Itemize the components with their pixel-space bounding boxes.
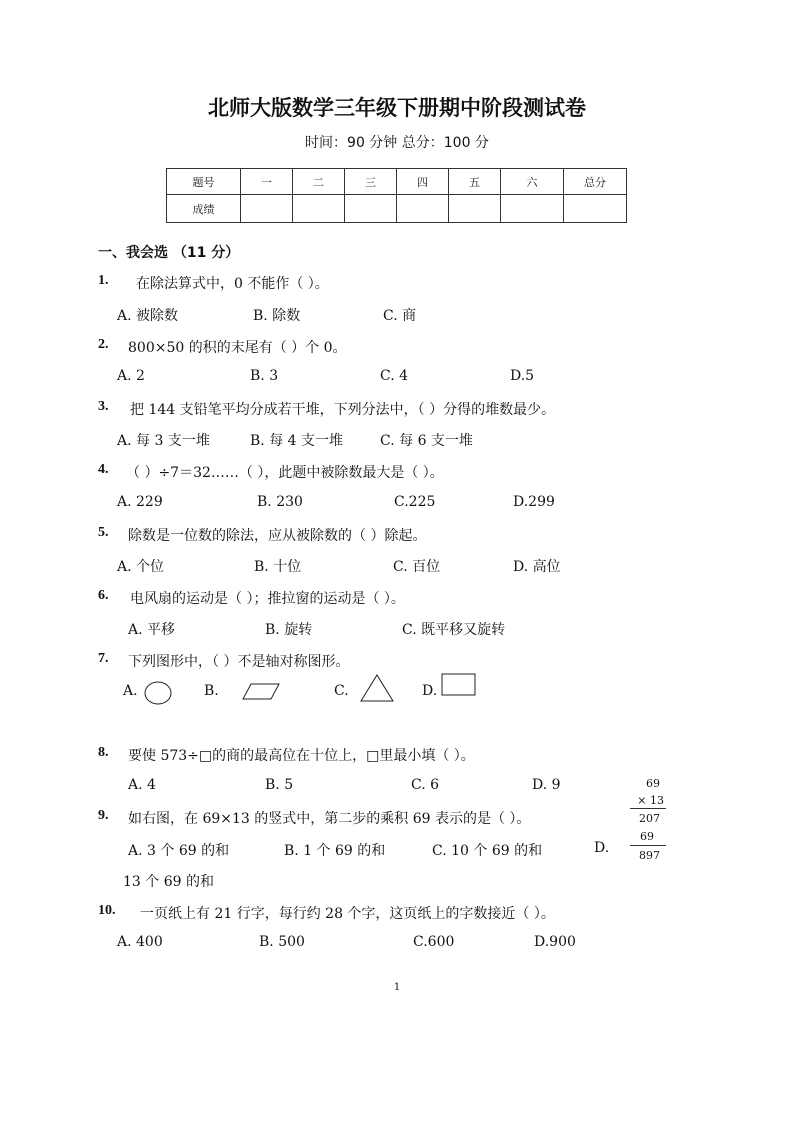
- question-text: 除数是一位数的除法，应从被除数的（ ）除起。: [128, 528, 427, 544]
- rectangle-shape: [441, 673, 477, 697]
- option-a: A. 个位: [117, 559, 165, 575]
- calc-multiplicand: 69: [646, 777, 660, 790]
- calc-multiplier: × 13: [637, 794, 664, 807]
- option-a: A. 每 3 支一堆: [117, 433, 210, 449]
- option-a: A. 被除数: [117, 308, 179, 324]
- question-text: 要使 573÷□的商的最高位在十位上，□里最小填（ ）。: [128, 748, 475, 764]
- score-header-cell: 三: [345, 169, 397, 195]
- question-number: 5.: [98, 525, 109, 540]
- score-header-cell: 题号: [167, 169, 241, 195]
- score-header-cell: 六: [501, 169, 564, 195]
- score-input-cell[interactable]: [345, 195, 397, 223]
- option-a: A.: [123, 683, 138, 699]
- calc-partial2: 69: [640, 830, 654, 843]
- question-text: 如右图，在 69×13 的竖式中，第二步的乘积 69 表示的是（ ）。: [128, 811, 531, 827]
- option-d: D. 高位: [513, 559, 561, 575]
- score-table: [166, 168, 627, 223]
- score-row-label: 成绩: [167, 195, 241, 223]
- score-input-cell[interactable]: [397, 195, 449, 223]
- question-text: 800×50 的积的末尾有（ ）个 0。: [128, 340, 347, 356]
- option-b: B. 3: [250, 368, 279, 384]
- option-c: C.225: [394, 494, 436, 510]
- question-number: 1.: [98, 273, 109, 288]
- score-header-cell: 四: [397, 169, 449, 195]
- option-d: D. 9: [532, 777, 561, 793]
- exam-info: 时间：90 分钟 总分：100 分: [305, 135, 489, 151]
- question-number: 6.: [98, 588, 109, 603]
- calc-result: 897: [639, 849, 660, 862]
- page-number: 1: [393, 982, 401, 993]
- option-d: D.5: [510, 368, 535, 384]
- score-input-cell[interactable]: [501, 195, 564, 223]
- option-c: C.: [334, 683, 349, 699]
- option-a: A. 3 个 69 的和: [128, 843, 230, 859]
- question-text: 电风扇的运动是（ ）；推拉窗的运动是（ ）。: [130, 591, 405, 607]
- option-c: C. 商: [383, 308, 417, 324]
- score-header-cell: 五: [449, 169, 501, 195]
- option-a: A. 229: [117, 494, 163, 510]
- score-input-cell[interactable]: [564, 195, 627, 223]
- calc-line: [630, 808, 666, 809]
- question-text: （ ）÷7＝32……（ ），此题中被除数最大是（ ）。: [126, 465, 444, 481]
- question-number: 9.: [98, 808, 109, 823]
- question-text: 把 144 支铅笔平均分成若干堆，下列分法中，（ ）分得的堆数最少。: [130, 402, 556, 418]
- score-header-cell: 总分: [564, 169, 627, 195]
- option-a: A. 平移: [128, 622, 176, 638]
- option-d: D.900: [534, 934, 576, 950]
- question-number: 2.: [98, 337, 109, 352]
- score-input-cell[interactable]: [449, 195, 501, 223]
- triangle-shape: [359, 673, 395, 703]
- question-number: 10.: [98, 903, 116, 918]
- parallelogram-shape: [242, 682, 282, 702]
- option-d: D.: [594, 840, 610, 856]
- question-number: 8.: [98, 745, 109, 760]
- score-header-cell: 一: [241, 169, 293, 195]
- option-b: B. 230: [257, 494, 303, 510]
- option-c: C. 既平移又旋转: [402, 622, 506, 638]
- option-a: A. 2: [117, 368, 145, 384]
- option-b: B. 十位: [254, 559, 302, 575]
- option-d-continued: 13 个 69 的和: [123, 874, 214, 890]
- question-number: 7.: [98, 651, 109, 666]
- page-title: 北师大版数学三年级下册期中阶段测试卷: [208, 96, 586, 120]
- option-a: A. 4: [128, 777, 156, 793]
- option-d: D.: [422, 683, 438, 699]
- option-c: C. 6: [411, 777, 440, 793]
- option-c: C. 每 6 支一堆: [380, 433, 473, 449]
- question-text: 在除法算式中，0 不能作（ ）。: [136, 276, 329, 292]
- calc-line: [630, 845, 666, 846]
- option-d: D.299: [513, 494, 555, 510]
- option-c: C. 4: [380, 368, 409, 384]
- score-header-cell: 二: [293, 169, 345, 195]
- question-number: 4.: [98, 462, 109, 477]
- question-text: 一页纸上有 21 行字，每行约 28 个字，这页纸上的字数接近（ ）。: [140, 906, 555, 922]
- section-heading: 一、我会选 （11 分）: [98, 245, 240, 261]
- option-b: B. 500: [259, 934, 305, 950]
- option-c: C. 10 个 69 的和: [432, 843, 543, 859]
- option-b: B. 旋转: [265, 622, 313, 638]
- question-text: 下列图形中，（ ）不是轴对称图形。: [128, 654, 350, 670]
- option-b: B. 每 4 支一堆: [250, 433, 343, 449]
- option-b: B. 除数: [253, 308, 301, 324]
- option-b: B.: [204, 683, 219, 699]
- option-b: B. 5: [265, 777, 294, 793]
- option-c: C.600: [413, 934, 455, 950]
- score-input-cell[interactable]: [241, 195, 293, 223]
- circle-shape: [143, 680, 173, 706]
- option-a: A. 400: [117, 934, 163, 950]
- score-input-cell[interactable]: [293, 195, 345, 223]
- option-b: B. 1 个 69 的和: [284, 843, 386, 859]
- question-number: 3.: [98, 399, 109, 414]
- calc-partial1: 207: [639, 812, 660, 825]
- option-c: C. 百位: [393, 559, 441, 575]
